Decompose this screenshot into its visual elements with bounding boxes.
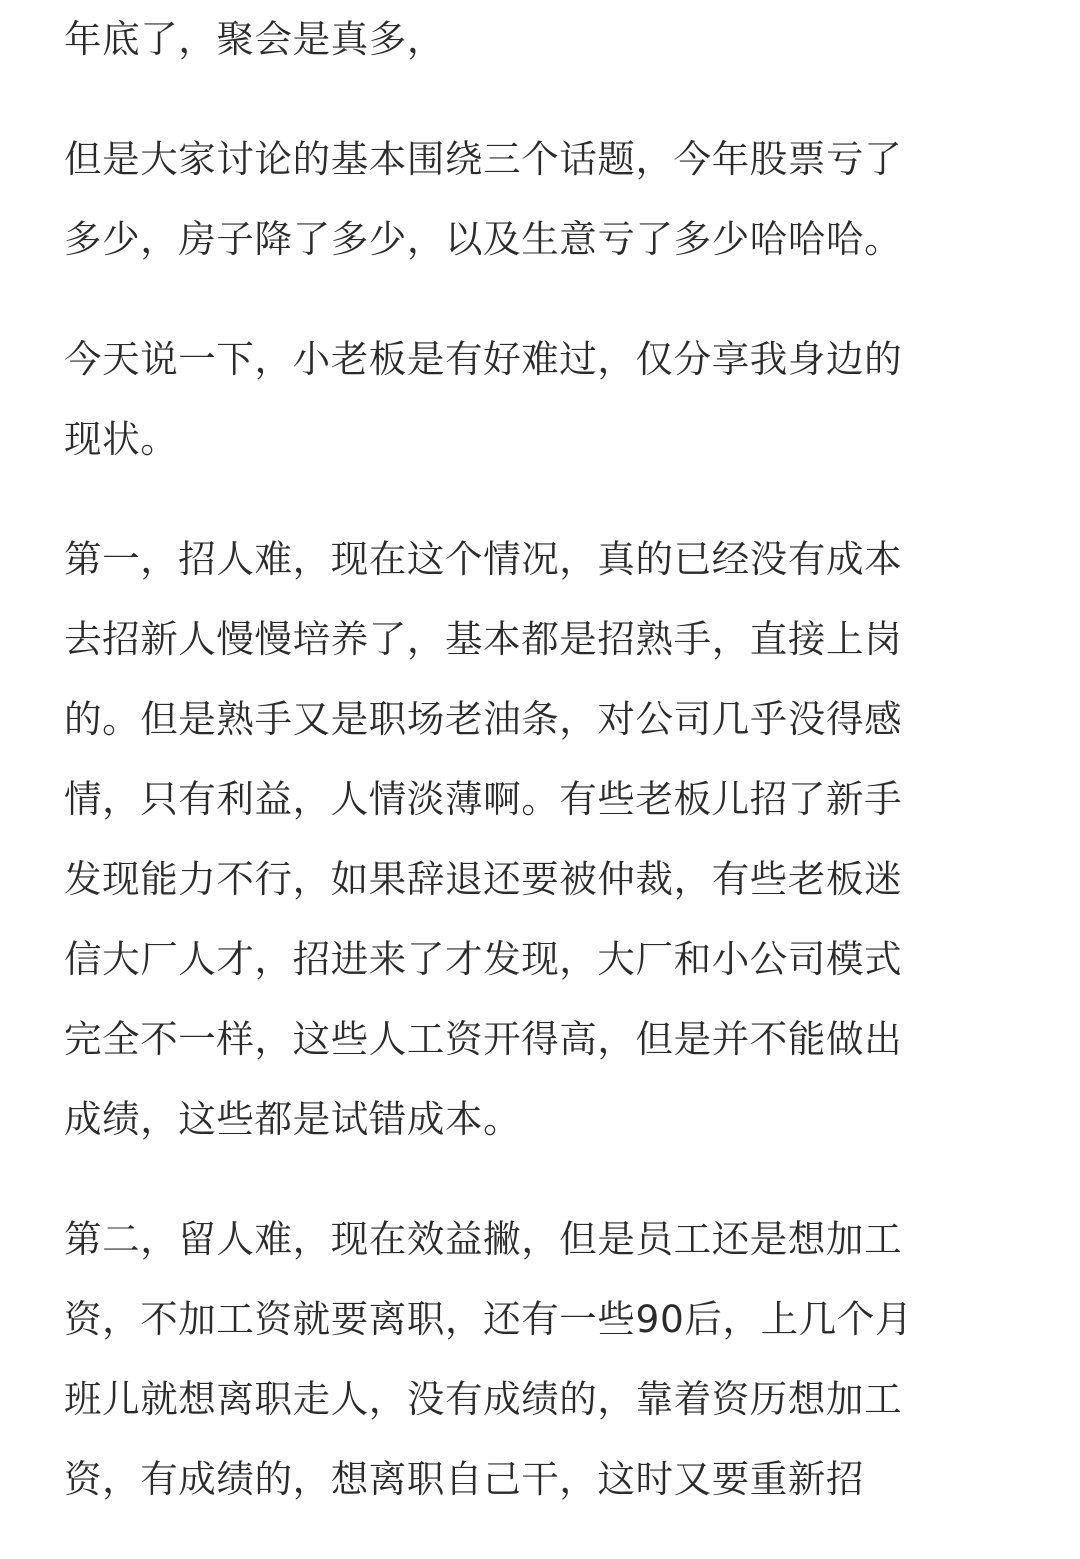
text-line: 发现能力不行，如果辞退还要被仲裁，有些老板迷 (64, 857, 903, 901)
text-line: 信大厂人才，招进来了才发现，大厂和小公司模式 (64, 937, 903, 981)
text-line: 的。但是熟手又是职场老油条，对公司几乎没得感 (64, 697, 903, 741)
text-line: 但是大家讨论的基本围绕三个话题，今年股票亏了 (64, 137, 903, 181)
text-line: 资，有成绩的，想离职自己干，这时又要重新招 (64, 1457, 865, 1501)
text-line: 现状。 (64, 417, 179, 461)
text-line: 成绩，这些都是试错成本。 (64, 1097, 522, 1141)
text-line: 班儿就想离职走人，没有成绩的，靠着资历想加工 (64, 1377, 903, 1421)
paragraph-3 (64, 319, 1014, 479)
paragraph-4 (64, 519, 1014, 1159)
paragraph-1 (64, 0, 1014, 79)
text-line: 完全不一样，这些人工资开得高，但是并不能做出 (64, 1017, 903, 1061)
text-line: 第一，招人难，现在这个情况，真的已经没有成本 (64, 537, 903, 581)
text-line: 资，不加工资就要离职，还有一些90后，上几个月 (64, 1297, 914, 1341)
text-line: 多少，房子降了多少，以及生意亏了多少哈哈哈。 (64, 217, 903, 261)
text-line: 情，只有利益，人情淡薄啊。有些老板儿招了新手 (64, 777, 903, 821)
text-line: 今天说一下，小老板是有好难过，仅分享我身边的 (64, 337, 903, 381)
text-line: 年底了，聚会是真多， (64, 17, 445, 61)
paragraph-5 (64, 1199, 1014, 1519)
paragraph-2 (64, 119, 1014, 279)
text-line: 第二，留人难，现在效益撇，但是员工还是想加工 (64, 1217, 903, 1261)
text-line: 去招新人慢慢培养了，基本都是招熟手，直接上岗 (64, 617, 903, 661)
article-body (64, 0, 1014, 1559)
